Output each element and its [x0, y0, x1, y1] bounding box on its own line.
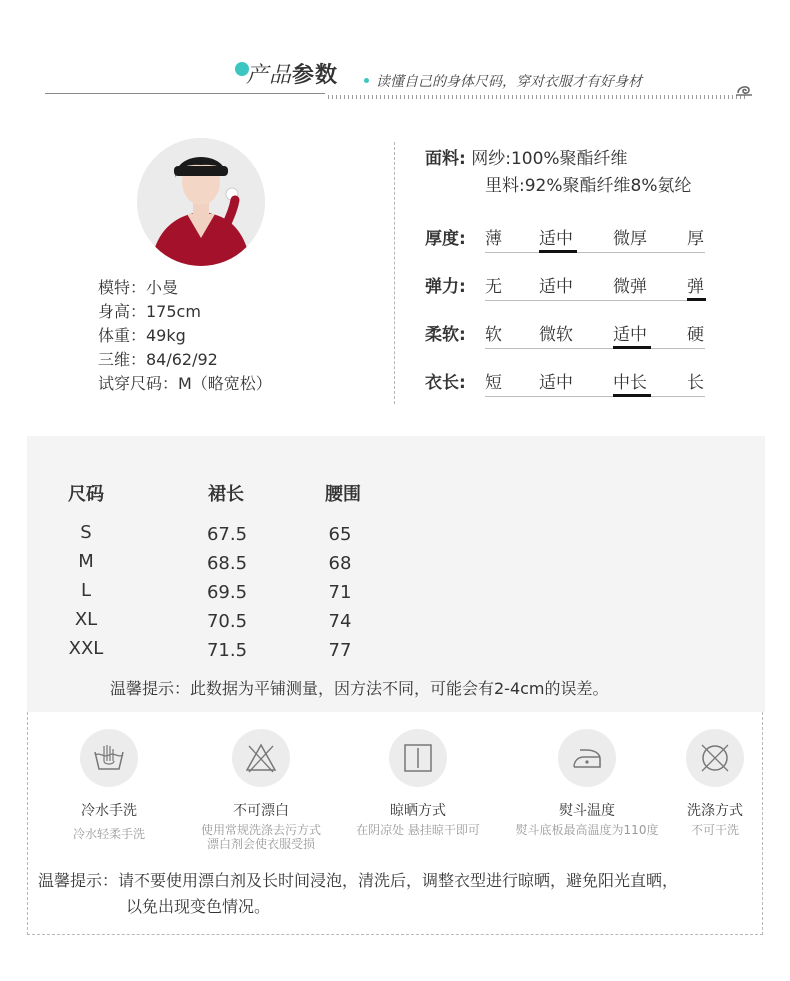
size-table-panel [27, 436, 765, 712]
size-cell: S [80, 522, 92, 543]
care-title: 冷水手洗 [81, 803, 137, 819]
care-desc: 冷水轻柔手洗 [72, 827, 145, 841]
care-tip-line2: 以免出现变色情况。 [126, 897, 271, 916]
care-desc: 漂白剂会使衣服受损 [206, 837, 315, 851]
size-header-size: 尺码 [68, 484, 104, 505]
swirl-icon [735, 80, 753, 98]
attr-row-elasticity [425, 272, 710, 302]
model-height: 身高：175cm [98, 302, 201, 321]
size-cell: XL [74, 609, 98, 630]
care-tip [38, 868, 758, 920]
size-cell: 71.5 [206, 640, 248, 661]
attr-row-thickness [425, 224, 710, 254]
size-cell: 70.5 [206, 611, 248, 632]
care-desc: 不可干洗 [690, 823, 739, 837]
attr-selected-marker [613, 394, 651, 397]
attr-scale-line [485, 252, 705, 253]
attr-selected-marker [539, 250, 577, 253]
section-subtitle: 读懂自己的身体尺码，穿对衣服才有好身材 [376, 74, 642, 90]
iron-icon [558, 729, 616, 787]
size-header-waist: 腰围 [325, 484, 361, 505]
size-cell: 69.5 [206, 582, 248, 603]
attr-option: 适中 [613, 325, 647, 345]
fabric-lining: 里料:92%聚酯纤维8%氨纶 [485, 176, 692, 196]
attr-option: 软 [485, 325, 502, 345]
attr-option: 适中 [539, 373, 573, 393]
attr-scale-line [485, 300, 705, 301]
attr-row-softness [425, 320, 710, 350]
hand-wash-icon [80, 729, 138, 787]
section-title-bold: 参数 [292, 63, 339, 88]
fabric-info [425, 146, 691, 200]
size-cell: L [80, 580, 92, 601]
attr-option: 适中 [539, 229, 573, 249]
no-dry-clean-icon [686, 729, 744, 787]
vertical-divider [394, 142, 395, 404]
size-cell: XXL [68, 638, 104, 659]
attr-option: 适中 [539, 277, 573, 297]
attr-label: 弹力: [425, 277, 466, 297]
header-dotted-rule [328, 95, 746, 99]
size-cell: 71 [328, 582, 352, 603]
care-tip-line1: 温馨提示：请不要使用漂白剂及长时间浸泡，清洗后，调整衣型进行晾晒，避免阳光直晒， [38, 871, 679, 890]
attr-scale-line [485, 396, 705, 397]
attr-scale-line [485, 348, 705, 349]
size-cell: 65 [328, 524, 352, 545]
size-tip: 温馨提示：此数据为平铺测量，因方法不同，可能会有2-4cm的误差。 [110, 679, 609, 698]
attr-option: 长 [687, 373, 704, 393]
size-cell: 74 [328, 611, 352, 632]
size-cell: 68 [328, 553, 352, 574]
size-cell: 77 [328, 640, 352, 661]
care-desc: 使用常规洗涤去污方式 [200, 823, 321, 837]
header-underline [45, 93, 325, 94]
attr-option: 无 [485, 277, 502, 297]
care-title: 熨斗温度 [559, 803, 615, 819]
attr-selected-marker [687, 298, 706, 301]
care-desc: 在阴凉处 悬挂晾干即可 [356, 823, 480, 837]
care-title: 不可漂白 [233, 803, 289, 819]
attr-label: 厚度: [425, 229, 466, 249]
model-info [98, 276, 272, 396]
model-measurements: 三维：84/62/92 [98, 350, 218, 369]
attr-option: 薄 [485, 229, 502, 249]
attr-option: 微软 [539, 325, 573, 345]
size-header-length: 裙长 [208, 484, 244, 505]
attr-option: 硬 [687, 325, 704, 345]
care-desc: 熨斗底板最高温度为110度 [515, 823, 659, 837]
care-title: 晾晒方式 [390, 803, 446, 819]
attr-option: 弹 [687, 277, 704, 297]
attr-selected-marker [613, 346, 651, 349]
attr-option: 微厚 [613, 229, 647, 249]
attr-label: 衣长: [425, 373, 466, 393]
fabric-outer: 网纱:100%聚酯纤维 [471, 149, 628, 169]
fabric-label: 面料: [425, 149, 466, 169]
section-title-thin: 产品 [246, 63, 293, 88]
attr-option: 厚 [687, 229, 704, 249]
attr-option: 短 [485, 373, 502, 393]
care-title: 洗涤方式 [687, 803, 743, 819]
size-cell: 67.5 [206, 524, 248, 545]
model-photo [137, 138, 265, 266]
model-weight: 体重：49kg [98, 326, 186, 345]
attr-row-length [425, 368, 710, 398]
model-name: 模特：小曼 [98, 278, 179, 297]
size-cell: M [78, 551, 94, 572]
attr-option: 微弹 [613, 277, 647, 297]
size-cell: 68.5 [206, 553, 248, 574]
section-title [246, 58, 338, 89]
model-size: 试穿尺码：M（略宽松） [98, 374, 272, 393]
no-bleach-icon [232, 729, 290, 787]
attr-option: 中长 [613, 373, 647, 393]
model-illustration [137, 138, 265, 266]
subtitle-dot [364, 78, 369, 83]
line-dry-icon [389, 729, 447, 787]
attr-label: 柔软: [425, 325, 466, 345]
